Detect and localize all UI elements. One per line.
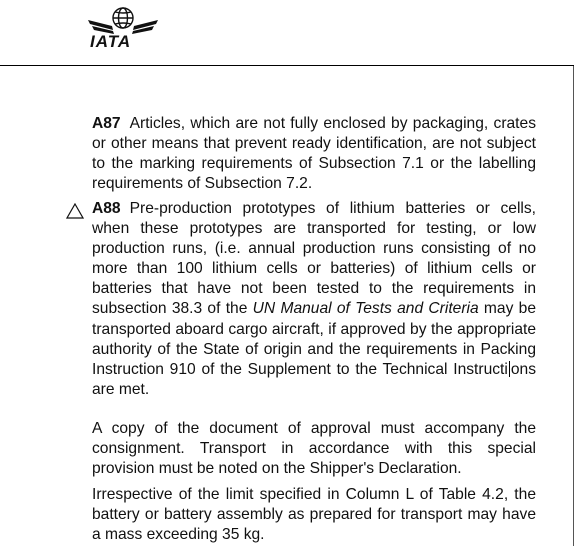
revision-triangle-icon <box>66 203 84 219</box>
provision-text-part-1: Pre-production prototypes of lithium batteries or cells, when these prototypes are transported for testing, or low production runs, (i.e. annual production runs consisting of no more than 100 lithium cells or batteries) of lithium cells or batteries that have not been tested to the requirements in subsection 38.3 of the <box>92 200 536 318</box>
provision-text-part-2: may be transported aboard cargo aircraft, if approved by the appropriate authority of the State of origin and the requirements in Packing Instruction 910 of the Supplement to the Technical Instructi <box>92 300 536 378</box>
header-rule <box>0 65 574 66</box>
globe-icon <box>113 8 133 28</box>
provision-text: Articles, which are not fully enclosed by packaging, crates or other means that prevent ready identification, are not subject to the marking requirements of Subsection 7.1 or the labelling requirements of Subsection 7.2. <box>92 115 536 193</box>
provision-code: A87 <box>92 115 121 132</box>
text-cursor <box>509 361 510 377</box>
provision-a88-paragraph-3: Irrespective of the limit specified in Column L of Table 4.2, the battery or battery assembly as prepared for transport may have a mass exceeding 35 kg. <box>92 486 536 544</box>
provision-text-italic: UN Manual of Tests and Criteria <box>252 300 479 318</box>
provision-text-part-3: ons are met. <box>92 360 536 398</box>
provision-a87 <box>92 114 536 194</box>
provision-a88-paragraph-2: A copy of the document of approval must accompany the consignment. Transport in accordance with this special provision must be noted on the Shipper's Declaration. <box>92 420 536 478</box>
logo-wordmark: IATA <box>90 32 132 51</box>
provision-code: A88 <box>92 200 121 217</box>
provision-a88 <box>92 199 536 400</box>
